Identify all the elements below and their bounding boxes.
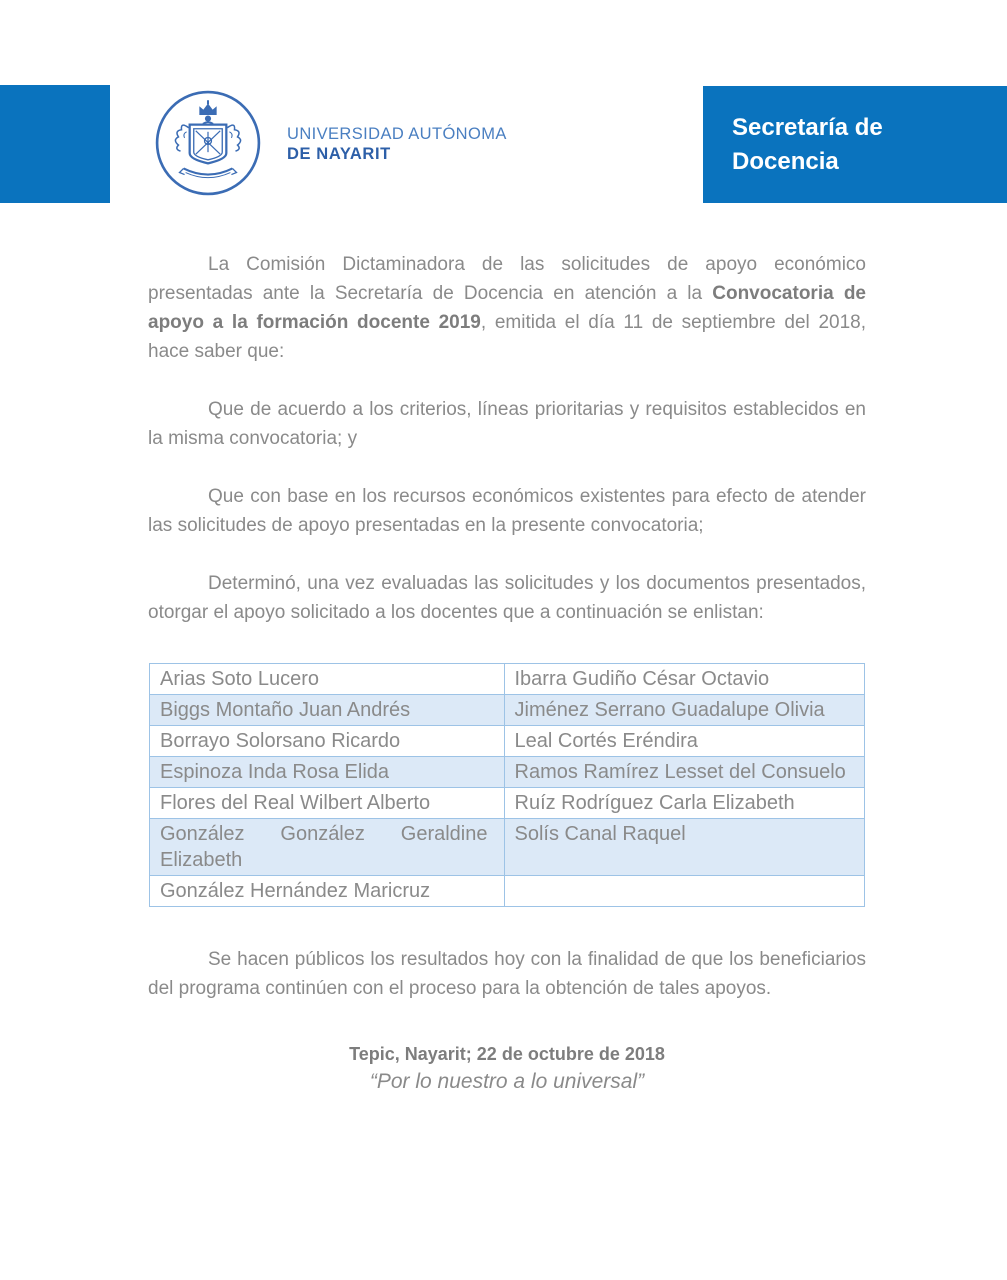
table-cell: Borrayo Solorsano Ricardo xyxy=(150,726,505,757)
table-cell: Arias Soto Lucero xyxy=(150,664,505,695)
table-row xyxy=(150,664,865,695)
table-row xyxy=(150,695,865,726)
paragraph-intro-closing: , emitida el día 11 de septiembre del 2018, hace saber que: xyxy=(148,312,866,362)
paragraph-determination: Determinó, una vez evaluadas las solicitudes y los documentos presentados, otorgar el apoyo solicitado a los docentes que a continuación se enlistan: xyxy=(148,573,866,623)
table-cell: González González Geraldine Elizabeth xyxy=(150,819,505,876)
document-footer xyxy=(148,1041,866,1095)
table-row xyxy=(150,757,865,788)
document-body xyxy=(148,250,866,1095)
footer-motto: “Por lo nuestro a lo universal” xyxy=(369,1070,645,1093)
paragraph-intro xyxy=(148,250,866,366)
table-cell: González Hernández Maricruz xyxy=(150,876,505,907)
university-seal-icon xyxy=(152,87,264,199)
department-banner-line2: Docencia xyxy=(732,148,839,175)
university-name-line1: UNIVERSIDAD AUTÓNOMA xyxy=(287,125,507,143)
table-cell: Jiménez Serrano Guadalupe Olivia xyxy=(504,695,865,726)
table-cell: Espinoza Inda Rosa Elida xyxy=(150,757,505,788)
paragraph-publication: Se hacen públicos los resultados hoy con la finalidad de que los beneficiarios del programa continúen con el proceso para la obtención de tales apoyos. xyxy=(148,949,866,999)
paragraph-intro-bold-call-name: Convocatoria de apoyo a la formación docente 2019 xyxy=(148,283,866,333)
table-row xyxy=(150,876,865,907)
beneficiaries-table xyxy=(149,663,865,907)
table-row xyxy=(150,726,865,757)
department-banner xyxy=(703,86,1007,203)
table-cell: Flores del Real Wilbert Alberto xyxy=(150,788,505,819)
university-name-line2: DE NAYARIT xyxy=(287,145,391,163)
table-cell: Ibarra Gudiño César Octavio xyxy=(504,664,865,695)
footer-dateline: Tepic, Nayarit; 22 de octubre de 2018 xyxy=(349,1044,665,1064)
table-cell: Leal Cortés Eréndira xyxy=(504,726,865,757)
table-cell: Solís Canal Raquel xyxy=(504,819,865,876)
table-row xyxy=(150,788,865,819)
paragraph-criteria: Que de acuerdo a los criterios, líneas prioritarias y requisitos establecidos en la misma convocatoria; y xyxy=(148,399,866,449)
department-banner-line1: Secretaría de xyxy=(732,114,883,141)
paragraph-resources: Que con base en los recursos económicos existentes para efecto de atender las solicitudes de apoyo presentadas en la presente convocatoria; xyxy=(148,486,866,536)
table-cell: Ruíz Rodríguez Carla Elizabeth xyxy=(504,788,865,819)
table-cell: Ramos Ramírez Lesset del Consuelo xyxy=(504,757,865,788)
paragraph-intro-text: La Comisión Dictaminadora de las solicitudes de apoyo económico presentadas ante la Secretaría de Docencia en atención a la xyxy=(148,254,866,304)
table-cell xyxy=(504,876,865,907)
table-row xyxy=(150,819,865,876)
header-left-band xyxy=(0,85,110,203)
university-seal-logo xyxy=(152,87,264,199)
university-name xyxy=(287,124,507,164)
table-cell: Biggs Montaño Juan Andrés xyxy=(150,695,505,726)
